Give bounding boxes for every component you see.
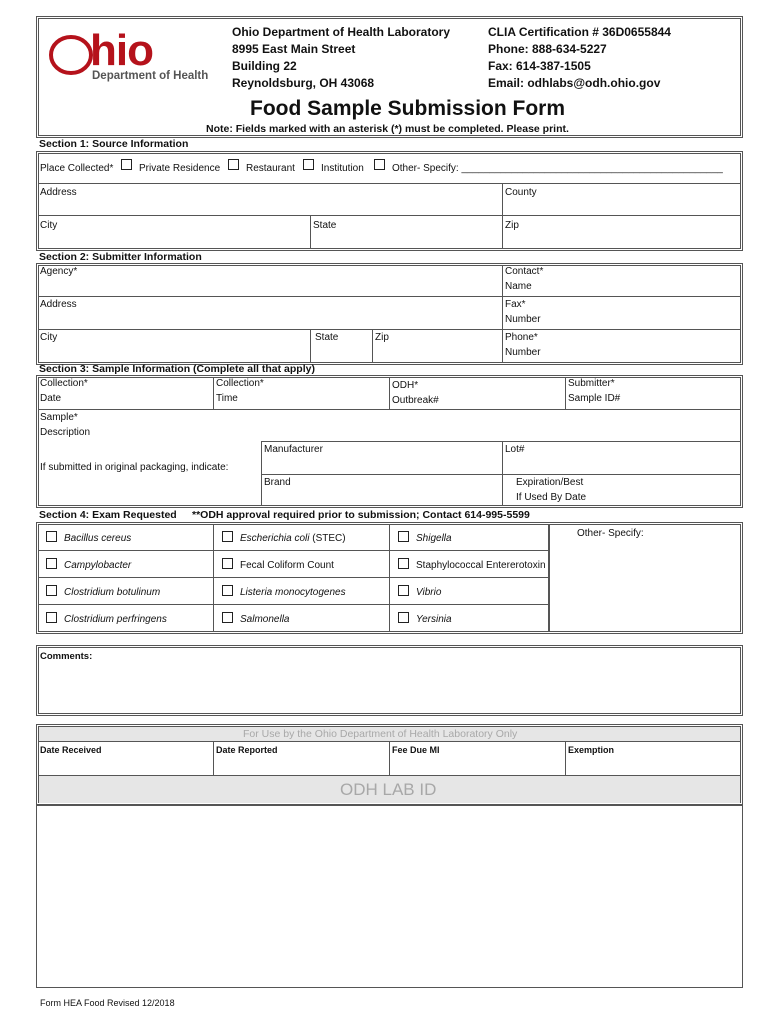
phone-label-1: Phone* bbox=[505, 332, 538, 343]
private-residence-checkbox[interactable] bbox=[121, 159, 132, 170]
restaurant-label: Restaurant bbox=[246, 163, 295, 174]
divider bbox=[38, 215, 741, 216]
divider bbox=[565, 741, 566, 775]
ohio-o-icon bbox=[48, 32, 94, 78]
institution-label: Institution bbox=[321, 163, 364, 174]
approval-note: **ODH approval required prior to submission; Contact 614-995-5599 bbox=[192, 509, 530, 521]
date-received-field[interactable]: Date Received bbox=[40, 745, 102, 755]
comments-box[interactable] bbox=[36, 645, 743, 716]
divider bbox=[38, 329, 741, 330]
divider bbox=[261, 441, 741, 442]
other-specify-field[interactable]: Other- Specify: _______________________________________________ bbox=[392, 163, 723, 174]
exam-checkbox[interactable] bbox=[398, 585, 409, 596]
clia-number: CLIA Certification # 36D0655844 bbox=[488, 25, 671, 39]
exam-other-specify-field[interactable]: Other- Specify: bbox=[577, 528, 644, 539]
contact-label-2: Name bbox=[505, 281, 532, 292]
s1-city-field[interactable]: City bbox=[40, 220, 58, 231]
place-collected-label: Place Collected* bbox=[40, 163, 114, 174]
manufacturer-field[interactable]: Manufacturer bbox=[264, 444, 323, 455]
comments-label: Comments: bbox=[40, 651, 93, 662]
lab-id-label: ODH LAB ID bbox=[340, 780, 437, 799]
expiration-field[interactable]: If Used By Date bbox=[516, 492, 587, 503]
exam-checkbox[interactable] bbox=[222, 612, 233, 623]
logo-sub: Department of Health bbox=[92, 70, 209, 82]
exam-option[interactable] bbox=[390, 524, 549, 551]
exam-checkbox[interactable] bbox=[46, 558, 57, 569]
s1-address-field[interactable]: Address bbox=[40, 187, 77, 198]
exam-label: Escherichia coli (STEC) bbox=[240, 533, 346, 544]
exam-checkbox[interactable] bbox=[46, 531, 57, 542]
exam-checkbox[interactable] bbox=[222, 558, 233, 569]
county-field[interactable]: County bbox=[505, 187, 537, 198]
exam-option[interactable] bbox=[214, 524, 390, 551]
logo-word-rest: hio bbox=[90, 26, 153, 75]
packaging-label: If submitted in original packaging, indicate: bbox=[40, 462, 229, 473]
institution-checkbox[interactable] bbox=[303, 159, 314, 170]
sample-desc-label-1: Sample* bbox=[40, 412, 78, 423]
sample-desc-field[interactable]: Description bbox=[40, 427, 91, 438]
divider bbox=[38, 409, 741, 410]
s2-address-field[interactable]: Address bbox=[40, 299, 77, 310]
divider bbox=[38, 296, 741, 297]
exam-option[interactable] bbox=[38, 524, 214, 551]
exam-option[interactable] bbox=[214, 605, 390, 632]
exam-option[interactable] bbox=[38, 605, 214, 632]
collection-time-label-2[interactable]: Time bbox=[216, 393, 238, 404]
section3-heading: Section 3: Sample Information (Complete all that apply) bbox=[39, 363, 315, 375]
exam-option[interactable] bbox=[214, 578, 390, 605]
odh-logo bbox=[46, 26, 226, 88]
exemption-field[interactable]: Exemption bbox=[568, 745, 615, 755]
exam-checkbox[interactable] bbox=[46, 585, 57, 596]
exam-checkbox[interactable] bbox=[398, 558, 409, 569]
s2-state-field[interactable]: State bbox=[315, 332, 339, 343]
section2-box bbox=[36, 263, 743, 365]
exam-checkbox[interactable] bbox=[46, 612, 57, 623]
divider bbox=[372, 329, 373, 363]
divider bbox=[213, 377, 214, 409]
restaurant-checkbox[interactable] bbox=[228, 159, 239, 170]
private-residence-label: Private Residence bbox=[139, 163, 221, 174]
lab-phone: Phone: 888-634-5227 bbox=[488, 42, 607, 56]
exam-option[interactable] bbox=[390, 605, 549, 632]
exam-checkbox[interactable] bbox=[222, 585, 233, 596]
divider bbox=[389, 741, 390, 775]
contact-label-1: Contact* bbox=[505, 266, 544, 277]
exam-grid bbox=[38, 524, 549, 632]
required-note: Note: Fields marked with an asterisk (*) must be completed. Please print. bbox=[206, 123, 569, 135]
other-checkbox[interactable] bbox=[374, 159, 385, 170]
exam-label: Salmonella bbox=[240, 614, 290, 625]
expiration-label-1: Expiration/Best bbox=[516, 477, 584, 488]
s2-city-field[interactable]: City bbox=[40, 332, 58, 343]
fee-due-field[interactable]: Fee Due MI bbox=[392, 745, 440, 755]
submitter-id-label-2[interactable]: Sample ID# bbox=[568, 393, 621, 404]
exam-label: Staphylococcal Entererotoxin bbox=[416, 560, 546, 571]
exam-label: Clostridium botulinum bbox=[64, 587, 161, 598]
divider bbox=[38, 183, 741, 184]
lab-name: Ohio Department of Health Laboratory bbox=[232, 25, 451, 39]
form-revision: Form HEA Food Revised 12/2018 bbox=[40, 998, 175, 1008]
odh-outbreak-label-1: ODH* bbox=[392, 380, 419, 391]
agency-field[interactable]: Agency* bbox=[40, 266, 78, 277]
exam-checkbox[interactable] bbox=[398, 531, 409, 542]
collection-date-label-1: Collection* bbox=[40, 378, 88, 389]
submitter-id-label-1: Submitter* bbox=[568, 378, 615, 389]
form-title: Food Sample Submission Form bbox=[250, 97, 566, 120]
exam-option[interactable] bbox=[214, 551, 390, 578]
s2-zip-field[interactable]: Zip bbox=[375, 332, 389, 343]
exam-option[interactable] bbox=[38, 551, 214, 578]
divider bbox=[310, 329, 311, 363]
divider bbox=[502, 183, 503, 249]
lab-fax: Fax: 614-387-1505 bbox=[488, 59, 591, 73]
divider bbox=[565, 377, 566, 409]
s1-state-field[interactable]: State bbox=[313, 220, 337, 231]
divider bbox=[389, 377, 390, 409]
exam-option[interactable] bbox=[390, 551, 549, 578]
exam-checkbox[interactable] bbox=[222, 531, 233, 542]
odh-outbreak-label-2[interactable]: Outbreak# bbox=[392, 395, 439, 406]
divider bbox=[213, 741, 214, 775]
phone-label-2: Number bbox=[505, 347, 541, 358]
section2-heading: Section 2: Submitter Information bbox=[39, 251, 202, 263]
exam-label: Bacillus cereus bbox=[64, 533, 132, 544]
exam-checkbox[interactable] bbox=[398, 612, 409, 623]
exam-label: Vibrio bbox=[416, 587, 442, 598]
lab-email: Email: odhlabs@odh.ohio.gov bbox=[488, 76, 661, 90]
divider bbox=[549, 524, 550, 632]
divider bbox=[261, 474, 741, 475]
divider bbox=[502, 265, 503, 363]
lab-address3: Reynoldsburg, OH 43068 bbox=[232, 76, 375, 90]
exam-label: Campylobacter bbox=[64, 560, 132, 571]
lab-address2: Building 22 bbox=[232, 59, 297, 73]
fax-label-2: Number bbox=[505, 314, 541, 325]
lab-use-heading: For Use by the Ohio Department of Health Laboratory Only bbox=[243, 728, 518, 740]
brand-field[interactable]: Brand bbox=[264, 477, 291, 488]
lab-id-area[interactable] bbox=[36, 805, 743, 988]
collection-time-label-1: Collection* bbox=[216, 378, 264, 389]
exam-label: Fecal Coliform Count bbox=[240, 560, 334, 571]
lot-field[interactable]: Lot# bbox=[505, 444, 525, 455]
fax-label-1: Fax* bbox=[505, 299, 526, 310]
s1-zip-field[interactable]: Zip bbox=[505, 220, 519, 231]
exam-label: Clostridium perfringens bbox=[64, 614, 167, 625]
collection-date-label-2[interactable]: Date bbox=[40, 393, 62, 404]
exam-label: Listeria monocytogenes bbox=[240, 587, 346, 598]
lab-address1: 8995 East Main Street bbox=[232, 42, 356, 56]
date-reported-field[interactable]: Date Reported bbox=[216, 745, 278, 755]
section4-heading: Section 4: Exam Requested bbox=[39, 509, 177, 521]
exam-label: Shigella bbox=[416, 533, 452, 544]
exam-label: Yersinia bbox=[416, 614, 452, 625]
divider bbox=[310, 215, 311, 249]
exam-option[interactable] bbox=[390, 578, 549, 605]
section1-heading: Section 1: Source Information bbox=[39, 138, 189, 150]
exam-option[interactable] bbox=[38, 578, 214, 605]
